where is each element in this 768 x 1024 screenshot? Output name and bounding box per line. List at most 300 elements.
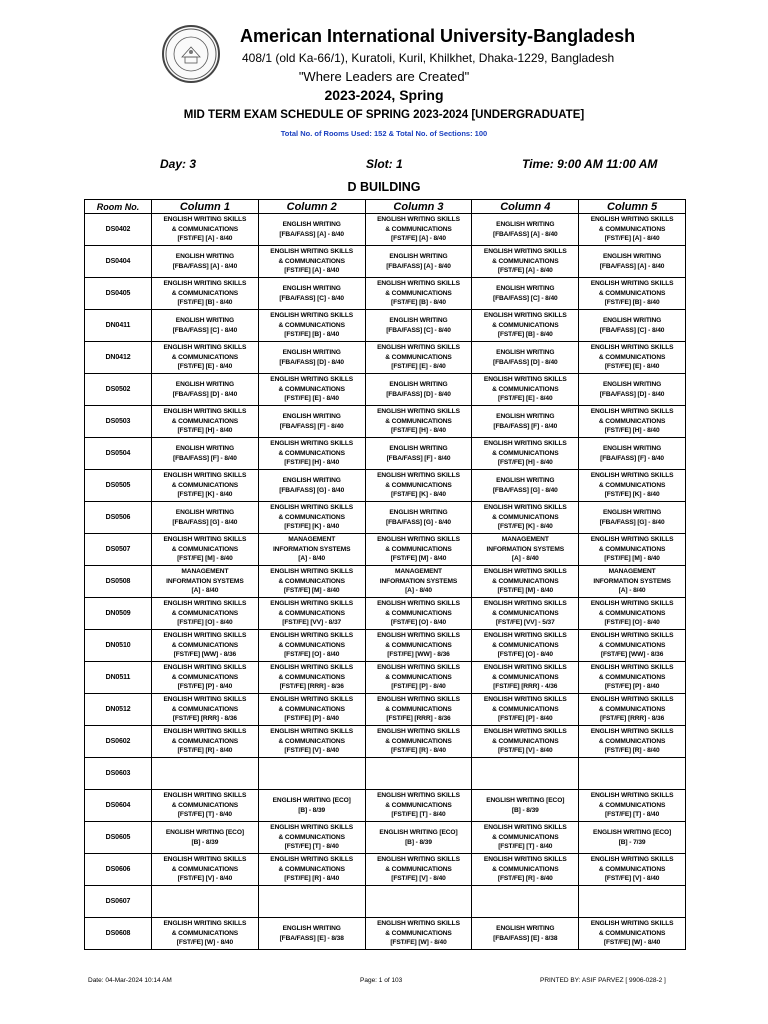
course-info-line: [FST/FE] [T] - 8/40 (498, 843, 553, 851)
room-number: DS0602 (85, 726, 152, 758)
course-info-line: ENGLISH WRITING (282, 413, 341, 421)
course-info-line: ENGLISH WRITING SKILLS (163, 664, 247, 672)
course-info-line: [FST/FE] [WW] - 8/36 (173, 651, 237, 659)
schedule-cell (258, 438, 365, 470)
course-info-line: [FST/FE] [M] - 8/40 (497, 587, 554, 595)
footer-printed-by: PRINTED BY: ASIF PARVEZ [ 9906-028-2 ] (540, 977, 666, 984)
course-info-line: & COMMUNICATIONS (598, 865, 666, 873)
course-info-line: [FST/FE] [A] - 8/40 (177, 235, 233, 243)
schedule-cell (258, 854, 365, 886)
schedule-cell (365, 406, 472, 438)
course-info-line: & COMMUNICATIONS (278, 385, 345, 393)
course-info-line: ENGLISH WRITING (602, 509, 662, 517)
schedule-cell (258, 726, 365, 758)
course-info-line: ENGLISH WRITING SKILLS (163, 408, 247, 416)
course-info-line: & COMMUNICATIONS (171, 417, 239, 425)
table-row (85, 822, 686, 854)
header-room-no: Room No. (85, 200, 152, 214)
schedule-cell (365, 630, 472, 662)
table-row (85, 246, 686, 278)
course-info-line: ENGLISH WRITING SKILLS (163, 728, 247, 736)
course-info-line: ENGLISH WRITING (389, 253, 448, 261)
schedule-cell (365, 278, 472, 310)
schedule-cell (365, 918, 472, 950)
table-row (85, 630, 686, 662)
course-info-line: & COMMUNICATIONS (598, 737, 666, 745)
course-info-line: ENGLISH WRITING (496, 349, 555, 357)
course-info-line: [B] - 7/39 (618, 838, 646, 846)
course-info-line: ENGLISH WRITING SKILLS (377, 600, 460, 608)
schedule-cell (365, 598, 472, 630)
course-info-line: & COMMUNICATIONS (278, 737, 345, 745)
course-info-line: & COMMUNICATIONS (492, 705, 559, 713)
schedule-cell (472, 790, 579, 822)
course-info-line: ENGLISH WRITING (175, 381, 234, 389)
schedule-cell (152, 822, 259, 854)
schedule-cell (152, 726, 259, 758)
schedule-cell (365, 502, 472, 534)
schedule-cell (365, 246, 472, 278)
course-info-line: ENGLISH WRITING (175, 445, 234, 453)
course-info-line: ENGLISH WRITING SKILLS (377, 280, 460, 288)
course-info-line: [FST/FE] [B] - 8/40 (604, 299, 660, 307)
course-info-line: [FST/FE] [R] - 8/40 (391, 747, 446, 755)
building-name: D BUILDING (347, 180, 421, 194)
room-number: DS0606 (85, 854, 152, 886)
schedule-cell (365, 790, 472, 822)
course-info-line: & COMMUNICATIONS (598, 801, 666, 809)
schedule-cell (152, 630, 259, 662)
course-info-line: [FST/FE] [P] - 8/40 (604, 683, 660, 691)
schedule-cell (365, 758, 472, 790)
course-info-line: [FST/FE] [V] - 8/40 (284, 747, 339, 755)
schedule-cell (579, 310, 686, 342)
course-info-line: [FST/FE] [W] - 8/40 (176, 939, 234, 947)
course-info-line: ENGLISH WRITING (602, 445, 662, 453)
course-info-line: [FBA/FASS] [C] - 8/40 (599, 326, 665, 334)
course-info-line: ENGLISH WRITING (282, 285, 341, 293)
course-info-line: & COMMUNICATIONS (278, 257, 345, 265)
schedule-cell (258, 310, 365, 342)
course-info-line: & COMMUNICATIONS (492, 321, 559, 329)
room-number: DS0504 (85, 438, 152, 470)
course-info-line: ENGLISH WRITING SKILLS (270, 632, 354, 640)
course-info-line: [FST/FE] [M] - 8/40 (283, 587, 340, 595)
schedule-cell (472, 342, 579, 374)
course-info-line: [FST/FE] [VV] - 5/37 (495, 619, 555, 627)
room-number: DN0511 (85, 662, 152, 694)
table-row (85, 566, 686, 598)
course-info-line: & COMMUNICATIONS (385, 417, 452, 425)
course-info-line: INFORMATION SYSTEMS (486, 545, 565, 553)
course-info-line: & COMMUNICATIONS (385, 705, 452, 713)
course-info-line: ENGLISH WRITING SKILLS (270, 568, 354, 576)
course-info-line: & COMMUNICATIONS (492, 641, 559, 649)
course-info-line: ENGLISH WRITING SKILLS (590, 792, 674, 800)
course-info-line: & COMMUNICATIONS (492, 257, 559, 265)
course-info-line: & COMMUNICATIONS (278, 449, 345, 457)
course-info-line: [FST/FE] [H] - 8/40 (497, 459, 553, 467)
schedule-cell (258, 822, 365, 854)
course-info-line: [A] - 8/40 (191, 587, 219, 595)
course-info-line: ENGLISH WRITING SKILLS (270, 728, 354, 736)
room-number: DS0502 (85, 374, 152, 406)
course-info-line: [FST/FE] [V] - 8/40 (604, 875, 660, 883)
course-info-line: & COMMUNICATIONS (278, 321, 345, 329)
schedule-cell (579, 438, 686, 470)
schedule-cell (152, 374, 259, 406)
course-info-line: ENGLISH WRITING SKILLS (590, 728, 674, 736)
course-info-line: [FBA/FASS] [E] - 8/38 (493, 934, 558, 942)
course-info-line: ENGLISH WRITING (602, 253, 662, 261)
course-info-line: [FST/FE] [RRR] - 8/36 (172, 715, 237, 723)
course-info-line: [FBA/FASS] [C] - 8/40 (386, 326, 451, 334)
course-info-line: ENGLISH WRITING SKILLS (163, 632, 247, 640)
course-info-line: [A] - 8/40 (511, 555, 539, 563)
course-info-line: & COMMUNICATIONS (171, 289, 239, 297)
course-info-line: ENGLISH WRITING SKILLS (377, 632, 460, 640)
course-info-line: & COMMUNICATIONS (385, 801, 452, 809)
schedule-cell (152, 278, 259, 310)
schedule-cell (152, 214, 259, 246)
course-info-line: [FST/FE] [K] - 8/40 (284, 523, 340, 531)
course-info-line: ENGLISH WRITING SKILLS (483, 312, 567, 320)
course-info-line: ENGLISH WRITING SKILLS (483, 664, 567, 672)
room-number: DN0412 (85, 342, 152, 374)
course-info-line: [FST/FE] [T] - 8/40 (177, 811, 232, 819)
schedule-cell (258, 694, 365, 726)
course-info-line: [B] - 8/39 (511, 806, 539, 814)
room-number: DS0402 (85, 214, 152, 246)
course-info-line: ENGLISH WRITING (175, 317, 234, 325)
schedule-cell (579, 918, 686, 950)
schedule-cell (472, 310, 579, 342)
course-info-line: & COMMUNICATIONS (492, 513, 559, 521)
course-info-line: ENGLISH WRITING SKILLS (590, 664, 674, 672)
course-info-line: [FST/FE] [B] - 8/40 (391, 299, 446, 307)
course-info-line: ENGLISH WRITING SKILLS (377, 408, 460, 416)
course-info-line: ENGLISH WRITING (496, 285, 555, 293)
schedule-cell (365, 310, 472, 342)
schedule-cell (152, 438, 259, 470)
course-info-line: [FST/FE] [H] - 8/40 (391, 427, 446, 435)
course-info-line: [FBA/FASS] [A] - 8/40 (172, 262, 238, 270)
course-info-line: ENGLISH WRITING (389, 509, 448, 517)
course-info-line: MANAGEMENT (394, 568, 442, 576)
course-info-line: ENGLISH WRITING SKILLS (270, 440, 354, 448)
header-column-5: Column 5 (579, 200, 686, 214)
schedule-cell (472, 470, 579, 502)
course-info-line: [FBA/FASS] [G] - 8/40 (279, 486, 345, 494)
table-row (85, 694, 686, 726)
course-info-line: ENGLISH WRITING SKILLS (270, 504, 354, 512)
course-info-line: ENGLISH WRITING SKILLS (163, 696, 247, 704)
room-number: DS0607 (85, 886, 152, 918)
course-info-line: & COMMUNICATIONS (598, 481, 666, 489)
course-info-line: & COMMUNICATIONS (171, 609, 239, 617)
course-info-line: ENGLISH WRITING SKILLS (483, 376, 567, 384)
schedule-cell (152, 246, 259, 278)
schedule-cell (472, 438, 579, 470)
schedule-cell (579, 214, 686, 246)
course-info-line: [FST/FE] [A] - 8/40 (604, 235, 660, 243)
course-info-line: & COMMUNICATIONS (598, 929, 666, 937)
course-info-line: & COMMUNICATIONS (598, 641, 666, 649)
course-info-line: [FST/FE] [K] - 8/40 (604, 491, 660, 499)
course-info-line: ENGLISH WRITING SKILLS (163, 856, 247, 864)
course-info-line: ENGLISH WRITING SKILLS (483, 248, 567, 256)
schedule-cell (472, 726, 579, 758)
course-info-line: INFORMATION SYSTEMS (272, 545, 351, 553)
schedule-cell (579, 598, 686, 630)
course-info-line: & COMMUNICATIONS (492, 385, 559, 393)
course-info-line: [FST/FE] [K] - 8/40 (177, 491, 233, 499)
course-info-line: & COMMUNICATIONS (385, 737, 452, 745)
schedule-cell (579, 822, 686, 854)
schedule-cell (258, 918, 365, 950)
room-number: DS0603 (85, 758, 152, 790)
course-info-line: ENGLISH WRITING SKILLS (163, 920, 247, 928)
room-number: DS0608 (85, 918, 152, 950)
course-info-line: [FST/FE] [K] - 8/40 (391, 491, 446, 499)
schedule-cell (258, 662, 365, 694)
footer-page-number: Page: 1 of 103 (360, 977, 403, 984)
course-info-line: [FST/FE] [P] - 8/40 (284, 715, 339, 723)
exam-title: MID TERM EXAM SCHEDULE OF SPRING 2023-2024 [UNDERGRADUATE] (183, 109, 585, 121)
course-info-line: ENGLISH WRITING SKILLS (377, 472, 460, 480)
course-info-line: ENGLISH WRITING SKILLS (483, 728, 567, 736)
course-info-line: [FST/FE] [WW] - 8/36 (600, 651, 664, 659)
schedule-cell (365, 214, 472, 246)
course-info-line: & COMMUNICATIONS (492, 577, 559, 585)
course-info-line: ENGLISH WRITING (602, 381, 662, 389)
course-info-line: [FST/FE] [A] - 8/40 (391, 235, 446, 243)
room-number: DS0604 (85, 790, 152, 822)
table-row (85, 502, 686, 534)
schedule-cell (365, 662, 472, 694)
course-info-line: [FST/FE] [V] - 8/40 (498, 747, 553, 755)
schedule-cell (365, 470, 472, 502)
course-info-line: [FBA/FASS] [F] - 8/40 (493, 422, 558, 430)
course-info-line: ENGLISH WRITING (389, 317, 448, 325)
course-info-line: [FST/FE] [O] - 8/40 (497, 651, 553, 659)
course-info-line: ENGLISH WRITING SKILLS (163, 216, 247, 224)
schedule-cell (365, 822, 472, 854)
course-info-line: ENGLISH WRITING SKILLS (590, 856, 674, 864)
course-info-line: ENGLISH WRITING (282, 925, 341, 933)
header-column-1: Column 1 (152, 200, 259, 214)
schedule-cell (472, 534, 579, 566)
schedule-cell (258, 534, 365, 566)
course-info-line: [FST/FE] [M] - 8/40 (177, 555, 233, 563)
course-info-line: & COMMUNICATIONS (385, 353, 452, 361)
course-info-line: [B] - 8/39 (298, 806, 326, 814)
course-info-line: ENGLISH WRITING SKILLS (483, 632, 567, 640)
room-number: DS0404 (85, 246, 152, 278)
course-info-line: [FST/FE] [V] - 8/40 (177, 875, 233, 883)
course-info-line: & COMMUNICATIONS (171, 737, 239, 745)
course-info-line: [A] - 8/40 (618, 587, 646, 595)
schedule-cell (472, 854, 579, 886)
course-info-line: ENGLISH WRITING [ECO] (593, 829, 672, 837)
course-info-line: [FBA/FASS] [F] - 8/40 (600, 454, 664, 462)
course-info-line: INFORMATION SYSTEMS (593, 577, 671, 585)
course-info-line: [FST/FE] [M] - 8/40 (390, 555, 447, 563)
course-info-line: [A] - 8/40 (298, 555, 326, 563)
schedule-cell (472, 566, 579, 598)
course-info-line: ENGLISH WRITING (282, 349, 341, 357)
course-info-line: ENGLISH WRITING SKILLS (163, 792, 247, 800)
course-info-line: & COMMUNICATIONS (598, 417, 666, 425)
course-info-line: & COMMUNICATIONS (492, 865, 559, 873)
footer-print-date: Date: 04-Mar-2024 10:14 AM (88, 977, 172, 984)
course-info-line: & COMMUNICATIONS (171, 673, 239, 681)
schedule-cell (152, 662, 259, 694)
table-row (85, 790, 686, 822)
course-info-line: [B] - 8/39 (191, 838, 219, 846)
course-info-line: MANAGEMENT (501, 536, 549, 544)
table-row (85, 406, 686, 438)
schedule-cell (579, 406, 686, 438)
schedule-cell (579, 534, 686, 566)
course-info-line: [FST/FE] [RRR] - 8/36 (386, 715, 451, 723)
course-info-line: ENGLISH WRITING SKILLS (270, 856, 354, 864)
schedule-cell (258, 214, 365, 246)
course-info-line: ENGLISH WRITING SKILLS (163, 600, 247, 608)
schedule-cell (258, 342, 365, 374)
university-address: 408/1 (old Ka-66/1), Kuratoli, Kuril, Khilkhet, Dhaka-1229, Bangladesh (242, 51, 615, 65)
course-info-line: & COMMUNICATIONS (171, 353, 239, 361)
course-info-line: ENGLISH WRITING SKILLS (590, 696, 674, 704)
schedule-cell (365, 886, 472, 918)
schedule-cell (579, 342, 686, 374)
schedule-cell (152, 310, 259, 342)
table-row (85, 886, 686, 918)
course-info-line: [FST/FE] [T] - 8/40 (284, 843, 339, 851)
course-info-line: & COMMUNICATIONS (492, 609, 559, 617)
course-info-line: [FST/FE] [R] - 8/40 (604, 747, 660, 755)
schedule-cell (579, 502, 686, 534)
course-info-line: & COMMUNICATIONS (385, 609, 452, 617)
course-info-line: [FST/FE] [H] - 8/40 (604, 427, 660, 435)
schedule-cell (152, 598, 259, 630)
table-row (85, 374, 686, 406)
course-info-line: [A] - 8/40 (405, 587, 432, 595)
schedule-cell (365, 534, 472, 566)
course-info-line: [FBA/FASS] [D] - 8/40 (599, 390, 665, 398)
course-info-line: ENGLISH WRITING SKILLS (483, 824, 567, 832)
course-info-line: & COMMUNICATIONS (492, 673, 559, 681)
course-info-line: ENGLISH WRITING SKILLS (377, 856, 460, 864)
course-info-line: [FST/FE] [E] - 8/40 (498, 395, 553, 403)
schedule-cell (472, 502, 579, 534)
course-info-line: & COMMUNICATIONS (171, 929, 239, 937)
course-info-line: MANAGEMENT (608, 568, 656, 576)
course-info-line: & COMMUNICATIONS (385, 545, 452, 553)
course-info-line: [FST/FE] [O] - 8/40 (177, 619, 233, 627)
schedule-cell (152, 854, 259, 886)
course-info-line: ENGLISH WRITING SKILLS (270, 312, 354, 320)
course-info-line: [FST/FE] [B] - 8/40 (177, 299, 233, 307)
schedule-cell (579, 374, 686, 406)
schedule-cell (472, 374, 579, 406)
room-number: DS0506 (85, 502, 152, 534)
course-info-line: ENGLISH WRITING SKILLS (483, 856, 567, 864)
course-info-line: ENGLISH WRITING (175, 253, 234, 261)
exam-day: Day: 3 (160, 157, 197, 171)
table-header-row (85, 200, 686, 214)
course-info-line: & COMMUNICATIONS (385, 481, 452, 489)
course-info-line: & COMMUNICATIONS (278, 705, 345, 713)
schedule-cell (365, 854, 472, 886)
course-info-line: [FBA/FASS] [G] - 8/40 (492, 486, 558, 494)
course-info-line: [FST/FE] [H] - 8/40 (284, 459, 340, 467)
course-info-line: [FST/FE] [R] - 8/40 (284, 875, 340, 883)
course-info-line: ENGLISH WRITING SKILLS (377, 344, 460, 352)
schedule-cell (152, 406, 259, 438)
course-info-line: & COMMUNICATIONS (385, 289, 452, 297)
course-info-line: [FST/FE] [WW] - 8/36 (387, 651, 450, 659)
course-info-line: ENGLISH WRITING SKILLS (163, 536, 247, 544)
course-info-line: ENGLISH WRITING SKILLS (590, 344, 674, 352)
table-row (85, 918, 686, 950)
room-number: DN0509 (85, 598, 152, 630)
table-row (85, 726, 686, 758)
university-motto: "Where Leaders are Created" (298, 69, 470, 84)
course-info-line: [FST/FE] [P] - 8/40 (177, 683, 233, 691)
course-info-line: ENGLISH WRITING SKILLS (377, 536, 460, 544)
table-row (85, 758, 686, 790)
schedule-cell (258, 758, 365, 790)
course-info-line: [FST/FE] [E] - 8/40 (284, 395, 339, 403)
schedule-cell (152, 470, 259, 502)
course-info-line: & COMMUNICATIONS (278, 673, 345, 681)
course-info-line: [FBA/FASS] [G] - 8/40 (172, 518, 238, 526)
schedule-cell (472, 694, 579, 726)
course-info-line: [FST/FE] [A] - 8/40 (284, 267, 340, 275)
schedule-cell (579, 470, 686, 502)
course-info-line: [FBA/FASS] [D] - 8/40 (386, 390, 451, 398)
course-info-line: [FST/FE] [H] - 8/40 (177, 427, 233, 435)
course-info-line: ENGLISH WRITING SKILLS (483, 440, 567, 448)
schedule-cell (579, 246, 686, 278)
schedule-cell (472, 630, 579, 662)
schedule-cell (152, 886, 259, 918)
course-info-line: [FST/FE] [B] - 8/40 (497, 331, 553, 339)
course-info-line: ENGLISH WRITING SKILLS (590, 632, 674, 640)
schedule-cell (258, 630, 365, 662)
course-info-line: INFORMATION SYSTEMS (166, 577, 244, 585)
course-info-line: MANAGEMENT (181, 568, 229, 576)
table-row (85, 278, 686, 310)
schedule-cell (472, 918, 579, 950)
schedule-cell (472, 822, 579, 854)
course-info-line: ENGLISH WRITING SKILLS (270, 376, 354, 384)
course-info-line: [FST/FE] [O] - 8/40 (390, 619, 447, 627)
schedule-cell (152, 502, 259, 534)
course-info-line: & COMMUNICATIONS (598, 545, 666, 553)
course-info-line: [FST/FE] [P] - 8/40 (391, 683, 446, 691)
course-info-line: & COMMUNICATIONS (492, 737, 559, 745)
schedule-cell (258, 566, 365, 598)
course-info-line: ENGLISH WRITING SKILLS (377, 696, 460, 704)
course-info-line: & COMMUNICATIONS (278, 641, 345, 649)
course-info-line: ENGLISH WRITING SKILLS (270, 664, 354, 672)
exam-slot: Slot: 1 (366, 157, 403, 171)
table-row (85, 598, 686, 630)
course-info-line: & COMMUNICATIONS (598, 673, 666, 681)
course-info-line: MANAGEMENT (288, 536, 336, 544)
